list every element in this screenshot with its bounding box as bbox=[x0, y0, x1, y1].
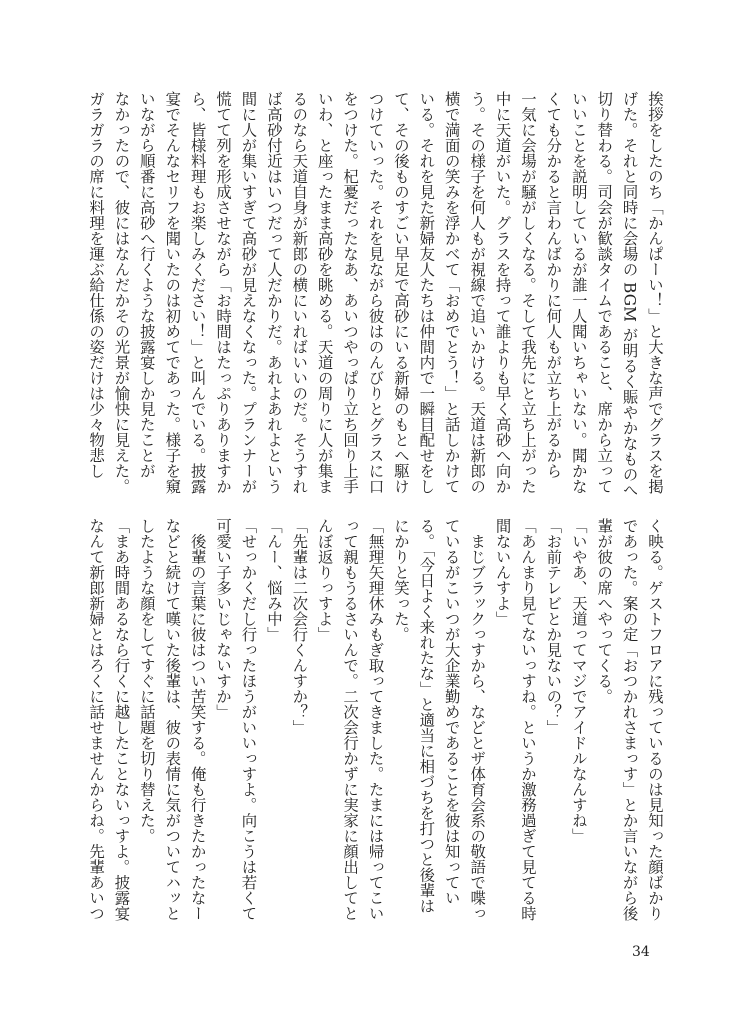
text-column: 「まあ時間あるなら行くに越したことないっすよ。披露宴 bbox=[112, 518, 131, 921]
text-column: 「無理矢理休みもぎ取ってきました。たまには帰ってこい bbox=[366, 518, 385, 921]
text-column: 間に人が集いすぎて高砂が見えなくなった。プランナーが bbox=[239, 91, 258, 494]
text-column: るのなら天道自身が新郎の横にいればいいのだ。そうすれ bbox=[290, 91, 309, 494]
text-column: にかりと笑った。 bbox=[391, 518, 410, 642]
text-column: ガラガラの席に料理を運ぶ給仕係の姿だけは少々物悲し bbox=[87, 91, 106, 479]
text-column: いながら順番に高砂へ行くような披露宴しか見たことが bbox=[137, 91, 156, 479]
text-column: く映る。ゲストフロアに残っているのは見知った顔ばかり bbox=[646, 518, 664, 921]
text-column: ら、皆様料理もお楽しみください！」と叫んでいる。披露 bbox=[188, 91, 207, 494]
text-column: 間ないんすよ」 bbox=[493, 518, 512, 627]
text-column: 挨拶をしたのち「かんぱーい！」と大きな声でグラスを掲 bbox=[646, 91, 664, 494]
text-column: 「先輩は二次会行くんすか？」 bbox=[290, 518, 309, 735]
text-column: 切り替わる。司会が歓談タイムであること、席から立って bbox=[595, 91, 614, 494]
text-column: げた。それと同時に会場の BGM が明るく賑やかなものへ bbox=[620, 91, 639, 498]
text-column: 後輩の言葉に彼はつい苦笑する。俺も行きたかったなー bbox=[188, 518, 207, 921]
text-column: をつけた。杞憂だったなあ、あいつやっぱり立ち回り上手 bbox=[341, 91, 360, 494]
text-column: 「いやあ、天道ってマジでアイドルなんすね」 bbox=[569, 518, 588, 844]
text-column: 横で満面の笑みを浮かべて「おめでとう！」と話しかけて bbox=[442, 91, 461, 494]
text-column: る。「今日よく来れたな」と適当に相づちを打つと後輩は bbox=[417, 518, 436, 914]
text-column: くても分かると言わんばかりに何人もが立ち上がるから bbox=[544, 91, 563, 479]
text-column: んぼ返りっすよ」 bbox=[315, 518, 334, 642]
text-column: なんて新郎新婦とはろくに話せませんからね。先輩あいつ bbox=[87, 518, 106, 921]
text-column: したような顔をしてすぐに話題を切り替えた。 bbox=[137, 518, 156, 844]
text-column: ば高砂付近はいつだって人だかりだ。あれよあれよという bbox=[264, 91, 283, 494]
text-column: いる。それを見た新婦友人たちは仲間内で一瞬目配せをし bbox=[417, 91, 436, 494]
text-column: つけていった。それを見ながら彼はのんびりとグラスに口 bbox=[366, 91, 385, 494]
text-column: 「んー、悩み中」 bbox=[264, 518, 283, 642]
text-column: 宴でそんなセリフを聞いたのは初めてであった。様子を窺 bbox=[163, 91, 182, 494]
upper-text-block bbox=[83, 91, 667, 503]
page-number: 34 bbox=[632, 944, 650, 960]
text-column: なかったので、彼にはなんだかその光景が愉快に見えた。 bbox=[112, 91, 131, 494]
text-column: いわ、と座ったまま高砂を眺める。天道の周りに人が集ま bbox=[315, 91, 334, 494]
text-column: 輩が彼の席へやってくる。 bbox=[595, 518, 614, 704]
text-column: 「お前テレビとか見ないの？」 bbox=[544, 518, 563, 735]
lower-text-block bbox=[83, 518, 667, 938]
text-column: 中に天道がいた。グラスを持って誰よりも早く高砂へ向か bbox=[493, 91, 512, 494]
text-column: って親もうるさいんで。二次会行かずに実家に顔出してと bbox=[341, 518, 360, 921]
text-column: う。その様子を何人もが視線で追いかける。天道は新郎の bbox=[468, 91, 487, 494]
text-column: 可愛い子多いじゃないすか」 bbox=[214, 518, 233, 720]
text-column: 「あんまり見てないっすね。というか激務過ぎて見てる時 bbox=[518, 518, 537, 921]
text-column: 「せっかくだし行ったほうがいいっすよ。向こうは若くて bbox=[239, 518, 258, 921]
text-column: まじブラックっすから、などとザ体育会系の敬語で喋っ bbox=[468, 518, 487, 921]
text-column: ているがこいつが大企業勤めであることを彼は知ってい bbox=[442, 518, 461, 906]
text-column: いいことを説明しているが誰一人聞いちゃいない。聞かな bbox=[569, 91, 588, 494]
text-column: であった。案の定「おつかれさまっす」とか言いながら後 bbox=[620, 518, 639, 921]
text-column: 慌てて列を形成させながら「お時間はたっぷりありますか bbox=[214, 91, 233, 494]
text-column: などと続けて嘆いた後輩は、彼の表情に気がついてハッと bbox=[163, 518, 182, 921]
text-column: 一気に会場が騒がしくなる。そして我先にと立ち上がった bbox=[518, 91, 537, 494]
text-column: て、その後ものすごい早足で高砂にいる新婦のもとへ駆け bbox=[391, 91, 410, 494]
